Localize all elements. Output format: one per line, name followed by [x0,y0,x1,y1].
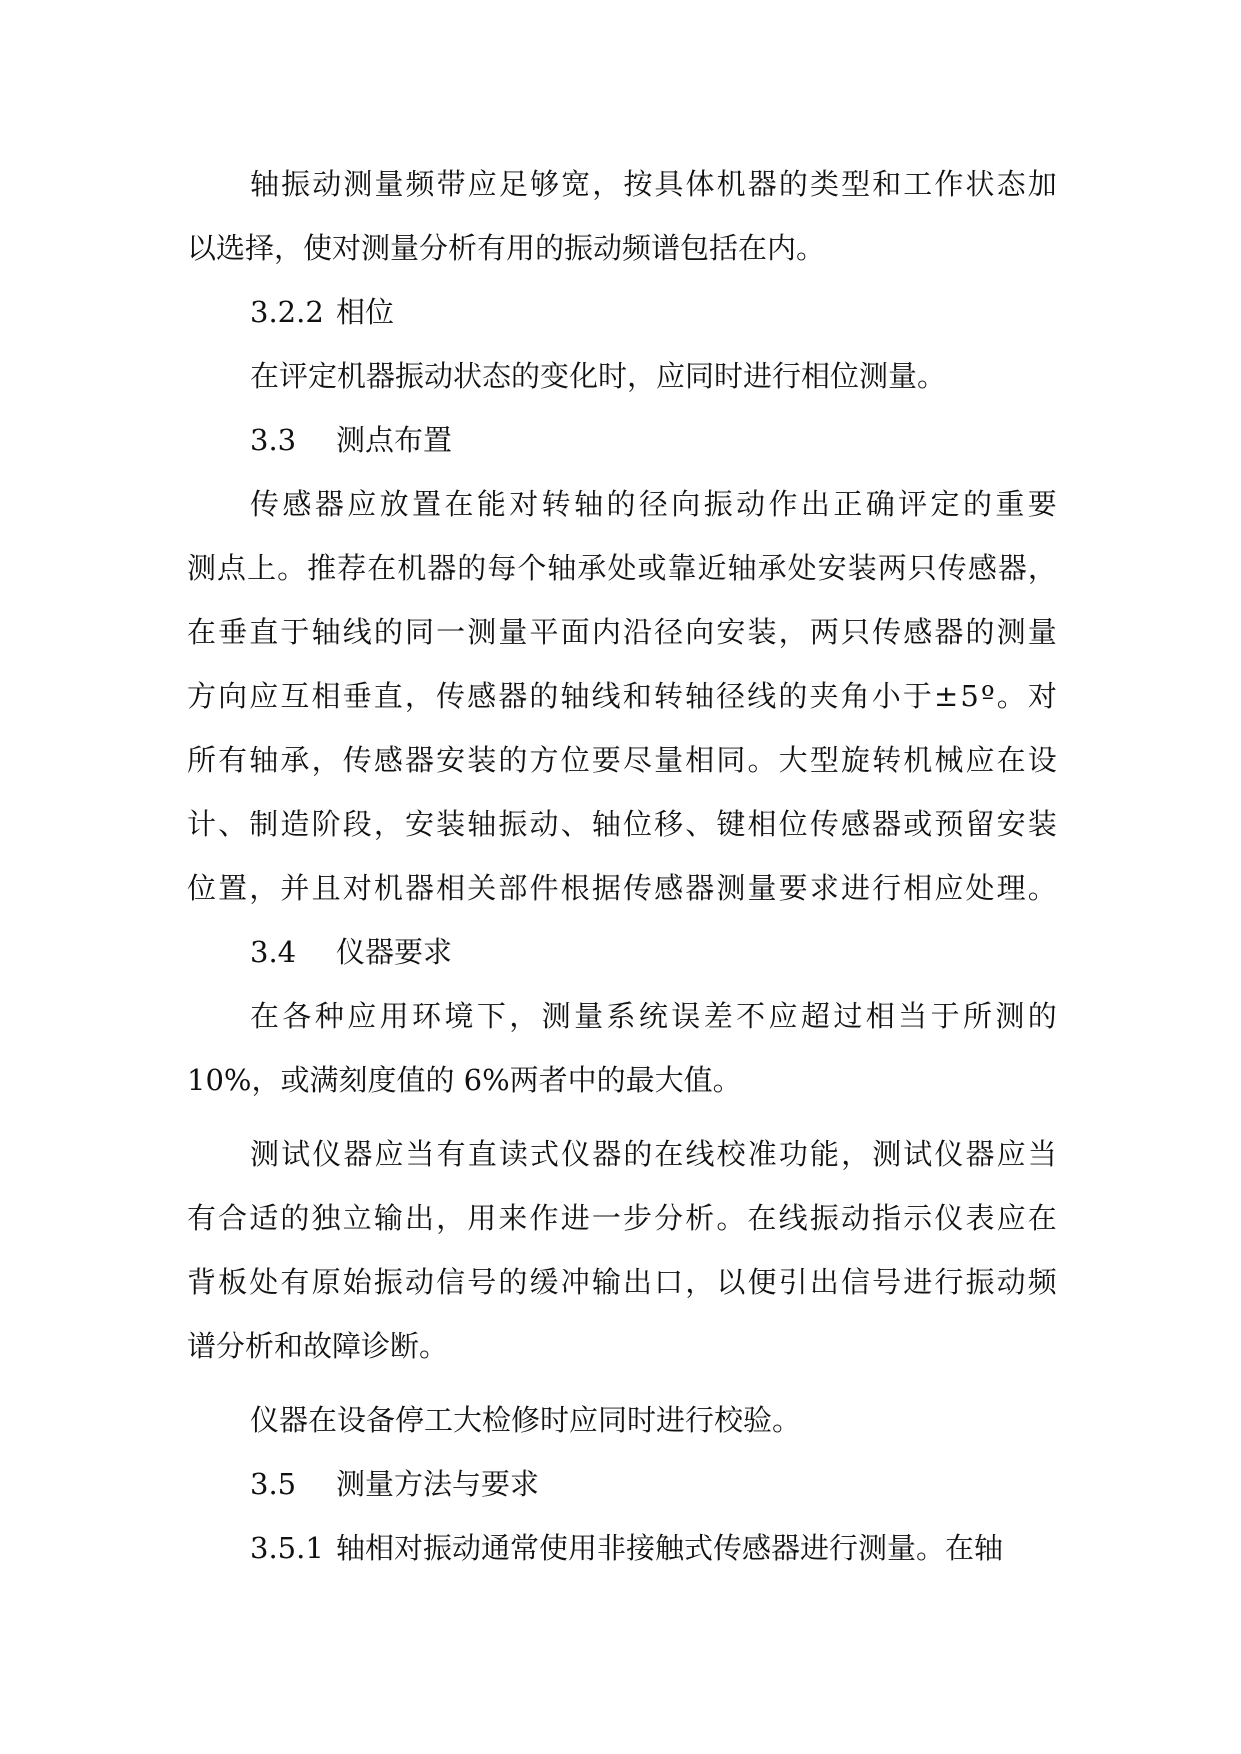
section-heading-3-5-1 [250,1524,1057,1572]
paragraph-line: 在 各 种 应 用 环 境 下 ， 测 量 系 统 误 差 不 应 超 过 相 当 于 所 测 的 [250,999,1057,1033]
paragraph-line: 在 垂 直 于 轴 线 的 同 一 测 量 平 面 内 沿 径 向 安 装 ， 两 只 传 感 器 的 测 量 [187,615,1057,649]
paragraph-line: 谱分析和故障诊断。 [187,1329,449,1363]
paragraph-line: 所 有 轴 承 ， 传 感 器 安 装 的 方 位 要 尽 量 相 同 。 大 型 旋 转 机 械 应 在 设 [187,743,1057,777]
paragraph-line: 轴 振 动 测 量 频 带 应 足 够 宽 ， 按 具 体 机 器 的 类 型 和 工 作 状 态 加 [250,167,1057,201]
paragraph-line: 测 点 上 。 推 荐 在 机 器 的 每 个 轴 承 处 或 靠 近 轴 承 处 安 装 两 只 传 感 器 ， [187,551,1057,585]
paragraph-line: 测 试 仪 器 应 当 有 直 读 式 仪 器 的 在 线 校 准 功 能 ， 测 试 仪 器 应 当 [250,1137,1057,1171]
section-title: 仪器要求 [336,935,453,969]
section-title: 测量方法与要求 [336,1467,540,1501]
paragraph-line: 计 、 制 造 阶 段 ， 安 装 轴 振 动 、 轴 位 移 、 键 相 位 传 感 器 或 预 留 安 装 [187,807,1057,841]
section-heading-3-4 [250,928,1057,976]
paragraph-line: 仪器在设备停工大检修时应同时进行校验。 [250,1403,802,1437]
paragraph-line: 传 感 器 应 放 置 在 能 对 转 轴 的 径 向 振 动 作 出 正 确 评 定 的 重 要 [250,487,1057,521]
section-number: 3.2.2 [250,295,324,329]
paragraph-line: 在评定机器振动状态的变化时，应同时进行相位测量。 [250,359,947,393]
paragraph-line: 方 向 应 互 相 垂 直 ， 传 感 器 的 轴 线 和 转 轴 径 线 的 夹 角 小 于 ± 5 º 。 对 [187,679,1057,713]
section-number: 3.4 [250,935,297,969]
section-number: 3.5.1 [250,1531,324,1565]
section-heading-3-5 [250,1460,1057,1508]
paragraph-line: 以选择，使对测量分析有用的振动频谱包括在内。 [187,231,826,265]
section-title: 测点布置 [336,423,453,457]
section-title: 相位 [336,295,395,329]
paragraph-line: 有 合 适 的 独 立 输 出 ， 用 来 作 进 一 步 分 析 。 在 线 振 动 指 示 仪 表 应 在 [187,1201,1057,1235]
section-heading-3-2-2 [250,288,1057,336]
paragraph-line: 位 置 ， 并 且 对 机 器 相 关 部 件 根 据 传 感 器 测 量 要 求 进 行 相 应 处 理 。 [187,871,1057,905]
section-number: 3.5 [250,1467,297,1501]
section-number: 3.3 [250,423,297,457]
paragraph-line: 10%，或满刻度值的 6%两者中的最大值。 [187,1063,742,1097]
paragraph-line: 背 板 处 有 原 始 振 动 信 号 的 缓 冲 输 出 口 ， 以 便 引 出 信 号 进 行 振 动 频 [187,1265,1057,1299]
section-title: 轴相对振动通常使用非接触式传感器进行测量。在轴 [336,1531,1004,1565]
section-heading-3-3 [250,416,1057,464]
